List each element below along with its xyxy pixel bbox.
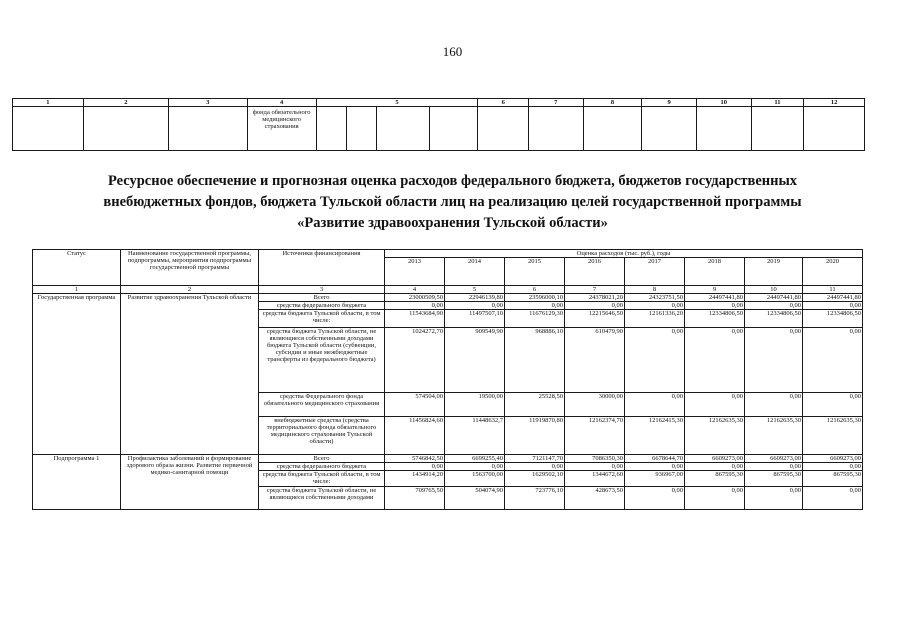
value-cell: 11497507,10 xyxy=(445,310,505,328)
value-cell: 428673,50 xyxy=(565,487,625,510)
value-cell: 0,00 xyxy=(803,302,863,310)
year-header: 2013 xyxy=(385,258,445,286)
year-header: 2017 xyxy=(625,258,685,286)
value-cell: 909549,90 xyxy=(445,328,505,393)
value-cell: 0,00 xyxy=(685,487,745,510)
year-header: 2018 xyxy=(685,258,745,286)
title-line: «Развитие здравоохранения Тульской области» xyxy=(297,215,608,231)
value-cell: 0,00 xyxy=(745,302,803,310)
source-cell: средства федерального бюджета xyxy=(259,302,385,310)
source-header: Источники финансирования xyxy=(259,250,385,286)
value-cell: 11919870,80 xyxy=(505,417,565,455)
col-header: 1 xyxy=(13,99,84,107)
value-cell: 936967,00 xyxy=(625,471,685,487)
value-cell: 25528,50 xyxy=(505,393,565,417)
col-header: 4 xyxy=(247,99,316,107)
value-cell: 0,00 xyxy=(745,328,803,393)
index-cell: 5 xyxy=(445,286,505,294)
value-cell: 574504,00 xyxy=(385,393,445,417)
col-header: 3 xyxy=(168,99,247,107)
col-header: 2 xyxy=(83,99,168,107)
value-cell: 0,00 xyxy=(685,463,745,471)
value-cell: 5746842,50 xyxy=(385,455,445,463)
value-cell: 0,00 xyxy=(385,463,445,471)
value-cell: 24378021,20 xyxy=(565,294,625,302)
col-header: 10 xyxy=(696,99,751,107)
program-name-cell: Развитие здравоохранения Тульской области xyxy=(121,294,259,455)
program-name-cell: Профилактика заболеваний и формирование здорового образа жизни. Развитие первичной медико-санитарной помощи xyxy=(121,455,259,510)
source-cell: средства бюджета Тульской области, в том числе: xyxy=(259,310,385,328)
col-header: 9 xyxy=(642,99,697,107)
document-title xyxy=(40,171,865,234)
value-cell: 12334806,50 xyxy=(685,310,745,328)
source-cell: средства бюджета Тульской области, в том числе: xyxy=(259,471,385,487)
value-cell: 23000509,50 xyxy=(385,294,445,302)
value-cell: 7121147,70 xyxy=(505,455,565,463)
index-cell: 8 xyxy=(625,286,685,294)
table-row xyxy=(33,455,863,463)
value-cell: 0,00 xyxy=(803,328,863,393)
value-cell: 12162415,30 xyxy=(625,417,685,455)
value-cell: 12215646,50 xyxy=(565,310,625,328)
value-cell: 867595,30 xyxy=(803,471,863,487)
value-cell: 504074,90 xyxy=(445,487,505,510)
value-cell: 1344672,60 xyxy=(565,471,625,487)
value-cell: 24497441,80 xyxy=(745,294,803,302)
value-cell: 723776,10 xyxy=(505,487,565,510)
value-cell: 0,00 xyxy=(445,302,505,310)
index-cell: 7 xyxy=(565,286,625,294)
col-header: 6 xyxy=(478,99,529,107)
value-cell: 12161336,20 xyxy=(625,310,685,328)
value-cell: 1563700,00 xyxy=(445,471,505,487)
col-header: 8 xyxy=(583,99,642,107)
year-header: 2020 xyxy=(803,258,863,286)
value-cell: 0,00 xyxy=(685,393,745,417)
index-row xyxy=(33,286,863,294)
value-cell: 6609273,00 xyxy=(685,455,745,463)
index-cell: 9 xyxy=(685,286,745,294)
page-number: 160 xyxy=(442,44,463,59)
source-cell: средства бюджета Тульской области, не являющиеся собственными доходами бюджета Тульской области (субвенции, субсидии и иные межбюджетные трансферты из федерального бюджета) xyxy=(259,328,385,393)
value-cell: 7086350,30 xyxy=(565,455,625,463)
index-cell: 6 xyxy=(505,286,565,294)
value-cell: 968886,10 xyxy=(505,328,565,393)
source-cell: Всего xyxy=(259,294,385,302)
value-cell: 0,00 xyxy=(625,328,685,393)
source-cell: внебюджетные средства (средства территориального фонда обязательного медицинского страхования Тульской области) xyxy=(259,417,385,455)
status-cell: Подпрограмма 1 xyxy=(33,455,121,510)
name-header: Наименование государственной программы, подпрограммы, мероприятия подпрограммы государственной программы xyxy=(121,250,259,286)
value-cell: 12334806,50 xyxy=(803,310,863,328)
value-cell: 709765,50 xyxy=(385,487,445,510)
value-cell: 24497441,80 xyxy=(685,294,745,302)
value-cell: 11448632,7 xyxy=(445,417,505,455)
value-cell: 0,00 xyxy=(685,328,745,393)
resource-table xyxy=(32,249,863,510)
value-cell: 0,00 xyxy=(685,302,745,310)
continuation-header-row xyxy=(13,99,865,107)
source-cell: средства федерального бюджета xyxy=(259,463,385,471)
col-header: 7 xyxy=(528,99,583,107)
value-cell: 12162635,30 xyxy=(745,417,803,455)
value-cell: 6678644,70 xyxy=(625,455,685,463)
value-cell: 0,00 xyxy=(625,393,685,417)
status-header: Статус xyxy=(33,250,121,286)
value-cell: 1629502,10 xyxy=(505,471,565,487)
value-cell: 12162374,70 xyxy=(565,417,625,455)
value-cell: 22946139,80 xyxy=(445,294,505,302)
source-cell: Всего xyxy=(259,455,385,463)
value-cell: 11456824,60 xyxy=(385,417,445,455)
value-cell: 0,00 xyxy=(625,302,685,310)
value-cell: 6699255,40 xyxy=(445,455,505,463)
value-cell: 0,00 xyxy=(625,487,685,510)
estimate-header: Оценка расходов (тыс. руб.), годы xyxy=(385,250,863,258)
value-cell: 0,00 xyxy=(745,463,803,471)
value-cell: 30000,00 xyxy=(565,393,625,417)
table-header-row xyxy=(33,250,863,258)
value-cell: 19500,00 xyxy=(445,393,505,417)
value-cell: 12162635,30 xyxy=(803,417,863,455)
col-header: 12 xyxy=(804,99,865,107)
fund-label: фонда обязательного медицинского страхования xyxy=(247,107,316,151)
value-cell: 0,00 xyxy=(803,393,863,417)
year-header: 2014 xyxy=(445,258,505,286)
value-cell: 0,00 xyxy=(803,463,863,471)
value-cell: 24323751,50 xyxy=(625,294,685,302)
index-cell: 11 xyxy=(803,286,863,294)
value-cell: 867595,30 xyxy=(745,471,803,487)
value-cell: 24497441,80 xyxy=(803,294,863,302)
index-cell: 2 xyxy=(121,286,259,294)
status-cell: Государственная программа xyxy=(33,294,121,455)
title-line: внебюджетных фондов, бюджета Тульской области лиц на реализацию целей государственной программы xyxy=(103,194,802,210)
value-cell: 12162635,30 xyxy=(685,417,745,455)
year-header: 2019 xyxy=(745,258,803,286)
value-cell: 12334806,50 xyxy=(745,310,803,328)
continuation-body-row xyxy=(13,107,865,151)
value-cell: 0,00 xyxy=(745,487,803,510)
value-cell: 0,00 xyxy=(565,463,625,471)
col-header: 5 xyxy=(316,99,478,107)
value-cell: 6609273,00 xyxy=(803,455,863,463)
table-row xyxy=(33,294,863,302)
value-cell: 0,00 xyxy=(625,463,685,471)
value-cell: 11543684,90 xyxy=(385,310,445,328)
value-cell: 0,00 xyxy=(385,302,445,310)
value-cell: 6609273,00 xyxy=(745,455,803,463)
source-cell: средства Федерального фонда обязательного медицинского страхования xyxy=(259,393,385,417)
year-header: 2015 xyxy=(505,258,565,286)
value-cell: 0,00 xyxy=(745,393,803,417)
year-header: 2016 xyxy=(565,258,625,286)
value-cell: 0,00 xyxy=(803,487,863,510)
value-cell: 610479,90 xyxy=(565,328,625,393)
index-cell: 10 xyxy=(745,286,803,294)
source-cell: средства бюджета Тульской области, не являющиеся собственными доходами xyxy=(259,487,385,510)
index-cell: 3 xyxy=(259,286,385,294)
col-header: 11 xyxy=(751,99,804,107)
value-cell: 0,00 xyxy=(505,463,565,471)
value-cell: 11676129,30 xyxy=(505,310,565,328)
value-cell: 1024272,70 xyxy=(385,328,445,393)
value-cell: 0,00 xyxy=(445,463,505,471)
index-cell: 4 xyxy=(385,286,445,294)
title-line: Ресурсное обеспечение и прогнозная оценка расходов федерального бюджета, бюджетов государственных xyxy=(107,173,798,189)
value-cell: 0,00 xyxy=(565,302,625,310)
value-cell: 1434914,20 xyxy=(385,471,445,487)
continuation-table xyxy=(12,98,865,151)
index-cell: 1 xyxy=(33,286,121,294)
value-cell: 0,00 xyxy=(505,302,565,310)
value-cell: 23596000,10 xyxy=(505,294,565,302)
value-cell: 867595,30 xyxy=(685,471,745,487)
